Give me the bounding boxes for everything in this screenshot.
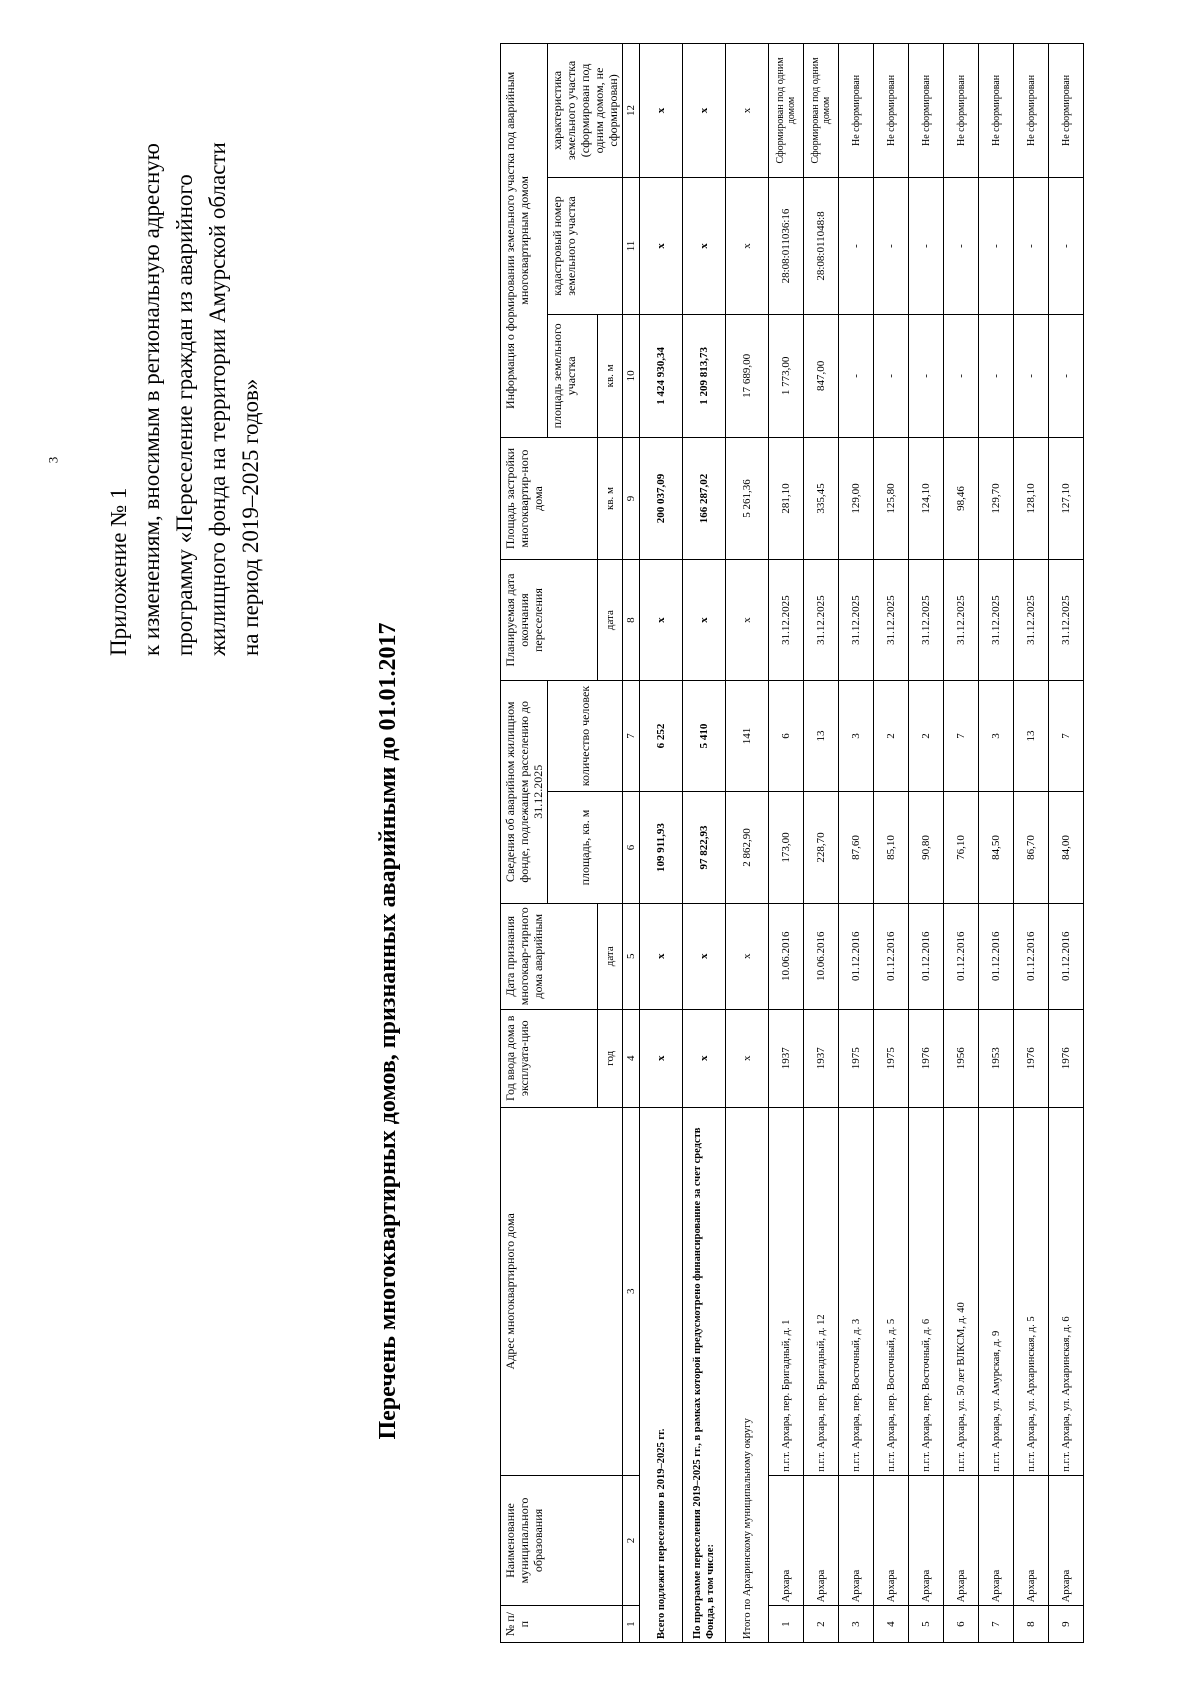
cell-address: п.г.т. Архара, пер. Бригадный, д. 1 — [769, 1107, 804, 1475]
table-body — [769, 44, 1084, 1643]
cell-cadastral: 28:08:011048:8 — [804, 177, 839, 314]
cell-planned: 31.12.2025 — [769, 560, 804, 680]
cell-address: п.г.т. Архара, ул. Архаринская, д. 5 — [1014, 1107, 1049, 1475]
cell-cadastral: - — [979, 177, 1014, 314]
header-cadastral: кадастровый номер земельного участка — [548, 177, 623, 314]
cell-address: п.г.т. Архара, пер. Восточный, д. 6 — [909, 1107, 944, 1475]
column-number: 10 — [623, 315, 640, 438]
cell-built-area: 128,10 — [1014, 437, 1049, 560]
cell-recognition: 01.12.2016 — [1014, 903, 1049, 1009]
column-number: 8 — [623, 560, 640, 680]
cell-year: 1975 — [839, 1009, 874, 1107]
cell-year: 1937 — [769, 1009, 804, 1107]
cell-municipality: Архара — [979, 1475, 1014, 1605]
column-number: 9 — [623, 437, 640, 560]
total-label: Всего подлежит переселению в 2019–2025 гг. — [640, 1107, 683, 1642]
program-land-area: 1 209 813,73 — [683, 315, 726, 438]
cell-fund-people: 3 — [979, 680, 1014, 792]
total-built-area: 200 037,09 — [640, 437, 683, 560]
cell-municipality: Архара — [769, 1475, 804, 1605]
cell-fund-area: 228,70 — [804, 792, 839, 904]
cell-municipality: Архара — [909, 1475, 944, 1605]
district-row — [726, 44, 769, 1643]
cell-characteristic: Не сформирован — [1049, 44, 1084, 178]
cell-num: 9 — [1049, 1606, 1084, 1643]
total-row — [640, 44, 683, 1643]
cell-municipality: Архара — [1049, 1475, 1084, 1605]
district-built-area: 5 261,36 — [726, 437, 769, 560]
district-land-area: 17 689,00 — [726, 315, 769, 438]
column-numbers-row — [623, 44, 640, 1643]
column-number: 6 — [623, 792, 640, 904]
column-number: 2 — [623, 1475, 640, 1605]
header-built-area: Площадь застройки многоквартир-ного дома — [501, 437, 598, 560]
cell-planned: 31.12.2025 — [979, 560, 1014, 680]
district-fund-people: 141 — [726, 680, 769, 792]
cell-characteristic: Не сформирован — [909, 44, 944, 178]
cell-year: 1975 — [874, 1009, 909, 1107]
cell-land-area: 1 773,00 — [769, 315, 804, 438]
document-sheet — [20, 26, 1160, 1676]
cell-land-area: - — [909, 315, 944, 438]
cell-built-area: 129,70 — [979, 437, 1014, 560]
cell-cadastral: - — [839, 177, 874, 314]
district-label: Итого по Архаринскому муниципальному округу — [726, 1107, 769, 1642]
appendix-header — [102, 36, 267, 656]
cell-fund-people: 7 — [944, 680, 979, 792]
district-year: х — [726, 1009, 769, 1107]
program-fund-area: 97 822,93 — [683, 792, 726, 904]
cell-built-area: 125,80 — [874, 437, 909, 560]
district-recognition: х — [726, 903, 769, 1009]
cell-cadastral: - — [1014, 177, 1049, 314]
header-row — [501, 44, 548, 1643]
cell-fund-people: 13 — [804, 680, 839, 792]
table-row — [839, 44, 874, 1643]
cell-num: 4 — [874, 1606, 909, 1643]
column-number: 12 — [623, 44, 640, 178]
cell-num: 6 — [944, 1606, 979, 1643]
cell-cadastral: 28:08:011036:16 — [769, 177, 804, 314]
cell-planned: 31.12.2025 — [909, 560, 944, 680]
cell-fund-area: 85,10 — [874, 792, 909, 904]
cell-recognition: 01.12.2016 — [979, 903, 1014, 1009]
cell-recognition: 01.12.2016 — [944, 903, 979, 1009]
cell-characteristic: Не сформирован — [874, 44, 909, 178]
table-row — [1014, 44, 1049, 1643]
column-number: 7 — [623, 680, 640, 792]
cell-num: 5 — [909, 1606, 944, 1643]
header-address: Адрес многоквартирного дома — [501, 1107, 623, 1475]
cell-land-area: - — [839, 315, 874, 438]
column-number: 11 — [623, 177, 640, 314]
table-row — [769, 44, 804, 1643]
cell-fund-people: 2 — [909, 680, 944, 792]
cell-recognition: 01.12.2016 — [1049, 903, 1084, 1009]
district-cadastral: х — [726, 177, 769, 314]
cell-address: п.г.т. Архара, пер. Бригадный, д. 12 — [804, 1107, 839, 1475]
cell-recognition: 01.12.2016 — [839, 903, 874, 1009]
cell-characteristic: Не сформирован — [839, 44, 874, 178]
cell-num: 1 — [769, 1606, 804, 1643]
appendix-line: на период 2019–2025 годов» — [238, 378, 263, 656]
cell-recognition: 10.06.2016 — [804, 903, 839, 1009]
district-planned: х — [726, 560, 769, 680]
total-cadastral: х — [640, 177, 683, 314]
cell-planned: 31.12.2025 — [1049, 560, 1084, 680]
cell-planned: 31.12.2025 — [874, 560, 909, 680]
header-fund-people: количество человек — [548, 680, 623, 792]
table-row — [804, 44, 839, 1643]
cell-built-area: 129,00 — [839, 437, 874, 560]
cell-land-area: - — [874, 315, 909, 438]
cell-recognition: 10.06.2016 — [769, 903, 804, 1009]
header-num: № п/п — [501, 1606, 623, 1643]
column-number: 5 — [623, 903, 640, 1009]
appendix-line: программу «Переселение граждан из аварийного — [172, 174, 197, 656]
program-row — [683, 44, 726, 1643]
cell-land-area: - — [1014, 315, 1049, 438]
header-land-area: площадь земельного участка — [548, 315, 598, 438]
table-row — [874, 44, 909, 1643]
header-characteristic: характеристика земельного участка (сформирован под одним домом, не сформирован) — [548, 44, 623, 178]
total-recognition: х — [640, 903, 683, 1009]
program-recognition: х — [683, 903, 726, 1009]
cell-cadastral: - — [909, 177, 944, 314]
cell-year: 1976 — [909, 1009, 944, 1107]
table-row — [909, 44, 944, 1643]
cell-built-area: 124,10 — [909, 437, 944, 560]
cell-year: 1976 — [1014, 1009, 1049, 1107]
cell-fund-people: 2 — [874, 680, 909, 792]
column-number: 3 — [623, 1107, 640, 1475]
cell-recognition: 01.12.2016 — [874, 903, 909, 1009]
appendix-line: Приложение № 1 — [106, 487, 131, 656]
cell-address: п.г.т. Архара, пер. Восточный, д. 3 — [839, 1107, 874, 1475]
program-cadastral: х — [683, 177, 726, 314]
table-row — [944, 44, 979, 1643]
cell-fund-area: 76,10 — [944, 792, 979, 904]
cell-land-area: - — [944, 315, 979, 438]
cell-built-area: 98,46 — [944, 437, 979, 560]
cell-cadastral: - — [944, 177, 979, 314]
cell-planned: 31.12.2025 — [839, 560, 874, 680]
district-fund-area: 2 862,90 — [726, 792, 769, 904]
cell-num: 7 — [979, 1606, 1014, 1643]
cell-planned: 31.12.2025 — [804, 560, 839, 680]
table-row — [979, 44, 1014, 1643]
cell-fund-area: 84,50 — [979, 792, 1014, 904]
cell-year: 1976 — [1049, 1009, 1084, 1107]
cell-address: п.г.т. Архара, ул. Архаринская, д. 6 — [1049, 1107, 1084, 1475]
total-fund-area: 109 911,93 — [640, 792, 683, 904]
total-fund-people: 6 252 — [640, 680, 683, 792]
header-fund: Сведения об аварийном жилищном фонде, подлежащем расселению до 31.12.2025 — [501, 680, 548, 903]
unit-built-area: кв. м — [597, 437, 623, 560]
cell-municipality: Архара — [1014, 1475, 1049, 1605]
total-characteristic: х — [640, 44, 683, 178]
column-number: 4 — [623, 1009, 640, 1107]
program-planned: х — [683, 560, 726, 680]
program-fund-people: 5 410 — [683, 680, 726, 792]
cell-fund-people: 13 — [1014, 680, 1049, 792]
cell-num: 8 — [1014, 1606, 1049, 1643]
cell-fund-area: 173,00 — [769, 792, 804, 904]
cell-characteristic: Сформирован под одним домом — [804, 44, 839, 178]
cell-municipality: Архара — [839, 1475, 874, 1605]
cell-municipality: Архара — [944, 1475, 979, 1605]
cell-fund-area: 90,80 — [909, 792, 944, 904]
header-land: Информация о формировании земельного участка под аварийным многоквартирным домом — [501, 44, 548, 438]
cell-year: 1953 — [979, 1009, 1014, 1107]
program-built-area: 166 287,02 — [683, 437, 726, 560]
cell-num: 3 — [839, 1606, 874, 1643]
header-municipality: Наименование муниципального образования — [501, 1475, 623, 1605]
header-planned: Планируемая дата окончания переселения — [501, 560, 598, 680]
total-planned: х — [640, 560, 683, 680]
cell-year: 1956 — [944, 1009, 979, 1107]
cell-characteristic: Не сформирован — [1014, 44, 1049, 178]
program-characteristic: х — [683, 44, 726, 178]
header-recognition: Дата признания многоквар-тирного дома аварийным — [501, 903, 598, 1009]
header-year: Год ввода дома в эксплуата-цию — [501, 1009, 598, 1107]
cell-recognition: 01.12.2016 — [909, 903, 944, 1009]
cell-address: п.г.т. Архара, пер. Восточный, д. 5 — [874, 1107, 909, 1475]
program-year: х — [683, 1009, 726, 1107]
cell-cadastral: - — [874, 177, 909, 314]
cell-planned: 31.12.2025 — [944, 560, 979, 680]
houses-table — [500, 43, 1084, 1643]
cell-cadastral: - — [1049, 177, 1084, 314]
cell-fund-people: 7 — [1049, 680, 1084, 792]
cell-planned: 31.12.2025 — [1014, 560, 1049, 680]
page-number: 3 — [45, 456, 61, 464]
appendix-line: жилищного фонда на территории Амурской области — [205, 142, 230, 656]
unit-planned: дата — [597, 560, 623, 680]
cell-built-area: 127,10 — [1049, 437, 1084, 560]
cell-year: 1937 — [804, 1009, 839, 1107]
cell-fund-area: 86,70 — [1014, 792, 1049, 904]
unit-recognition: дата — [597, 903, 623, 1009]
total-year: х — [640, 1009, 683, 1107]
column-number: 1 — [623, 1606, 640, 1643]
cell-characteristic: Не сформирован — [979, 44, 1014, 178]
cell-fund-people: 3 — [839, 680, 874, 792]
unit-land-area: кв. м — [597, 315, 623, 438]
appendix-line: к изменениям, вносимым в региональную адресную — [139, 143, 164, 656]
program-label: По программе переселения 2019–2025 гг., в рамках которой предусмотрено финансирование за счет средств Фонда, в том числе: — [683, 1107, 726, 1642]
cell-land-area: 847,00 — [804, 315, 839, 438]
header-fund-area: площадь, кв. м — [548, 792, 623, 904]
cell-address: п.г.т. Архара, ул. 50 лет ВЛКСМ, д. 40 — [944, 1107, 979, 1475]
cell-characteristic: Сформирован под одним домом — [769, 44, 804, 178]
cell-characteristic: Не сформирован — [944, 44, 979, 178]
cell-num: 2 — [804, 1606, 839, 1643]
table-row — [1049, 44, 1084, 1643]
district-characteristic: х — [726, 44, 769, 178]
cell-municipality: Архара — [874, 1475, 909, 1605]
cell-built-area: 281,10 — [769, 437, 804, 560]
cell-land-area: - — [979, 315, 1014, 438]
document-title: Перечень многоквартирных домов, признанных аварийными до 01.01.2017 — [375, 622, 401, 1440]
cell-built-area: 335,45 — [804, 437, 839, 560]
cell-address: п.г.т. Архара, ул. Амурская, д. 9 — [979, 1107, 1014, 1475]
cell-municipality: Архара — [804, 1475, 839, 1605]
cell-land-area: - — [1049, 315, 1084, 438]
cell-fund-area: 84,00 — [1049, 792, 1084, 904]
unit-year: год — [597, 1009, 623, 1107]
cell-fund-area: 87,60 — [839, 792, 874, 904]
cell-fund-people: 6 — [769, 680, 804, 792]
total-land-area: 1 424 930,34 — [640, 315, 683, 438]
